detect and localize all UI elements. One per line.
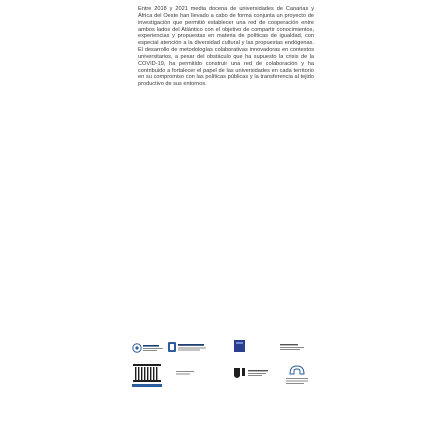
university-logo-3: [234, 340, 256, 354]
university-logo-8: [282, 362, 312, 388]
description-paragraph: Entre 2018 y 2021 media docena de universidades de Canarias y África del Oeste han llevado a cabo de forma conjunta un proyecto de investigación que permitió establecer una red de cooperación entre ambos lados del Atlántico con el objetivo de compartir conocimientos, experiencias y propuestas en materia de políticas de igualdad, con especial atención a la diversidad cultural y las propuestas endógenas. El desarrollo de metodologías colaborativas innovadoras en contextos universitarios, a pesar del obstáculo que ha supuesto la crisis de la COVID-19, ha permitido construir una red de colaboración y ha contribuido a fortalecer el papel de las universidades en cada territorio en su compromiso con las políticas públicas y la transferencia al tejido productivo de sus entornos.: [138, 6, 314, 88]
university-logo-7: [232, 366, 272, 382]
university-logo-6: [176, 370, 198, 378]
university-logo-2: [168, 341, 208, 355]
logo-band: [132, 340, 322, 402]
university-logo-5: [132, 360, 162, 388]
university-logo-4: [280, 343, 314, 353]
university-logo-1: [132, 342, 166, 354]
